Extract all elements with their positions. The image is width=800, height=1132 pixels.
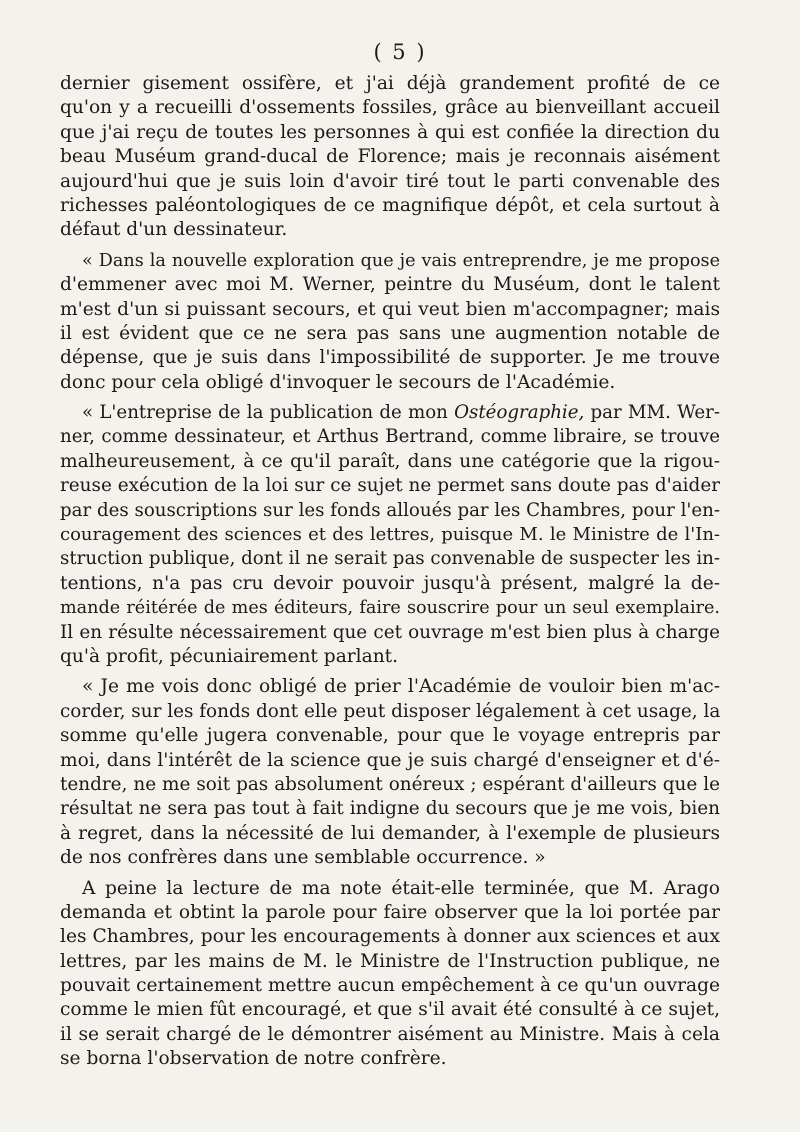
text-segment: par MM. Wer- (584, 402, 720, 424)
text-line: défaut d'un dessinateur. (60, 219, 288, 241)
text-line: richesses paléontologiques de ce magnifique dépôt, et cela surtout à (60, 194, 720, 216)
text-line: tendre, ne me soit pas absolument onéreux ; espérant d'ailleurs que le (60, 773, 720, 795)
text-line: comme le mien fût encouragé, et que s'il avait été consulté à ce sujet, (60, 999, 720, 1021)
text-line (60, 401, 720, 425)
text-line: à regret, dans la nécessité de lui demander, à l'exemple de plusieurs (60, 822, 720, 844)
text-segment: « L'entreprise de la publication de mon (82, 402, 455, 424)
paragraph-4 (60, 675, 720, 870)
text-line: m'est d'un si puissant secours, et qui veut bien m'accompagner; mais (60, 298, 720, 320)
text-line: beau Muséum grand-ducal de Florence; mais je reconnais aisément (60, 146, 720, 168)
text-line: donc pour cela obligé d'invoquer le secours de l'Académie. (60, 371, 616, 393)
text-line: reuse exécution de la loi sur ce sujet ne permet sans doute pas d'aider (60, 475, 720, 497)
paragraph-1 (60, 72, 720, 243)
text-line: ner, comme dessinateur, et Arthus Bertrand, comme libraire, se trouve (60, 426, 720, 448)
text-line: aujourd'hui que je suis loin d'avoir tiré tout le parti convenable des (60, 170, 720, 192)
text-line: pouvait certainement mettre aucun empêchement à ce qu'un ouvrage (60, 975, 720, 997)
text-line: couragement des sciences et des lettres, puisque M. le Ministre de l'In- (60, 524, 720, 546)
text-line: qu'on y a recueilli d'ossements fossiles, grâce au bienveillant accueil (60, 97, 720, 119)
text-line: lettres, par les mains de M. le Ministre de l'Instruction publique, ne (60, 950, 720, 972)
text-line: corder, sur les fonds dont elle peut disposer légalement à cet usage, la (60, 700, 721, 722)
text-line: il se serait chargé de le démontrer aisément au Ministre. Mais à cela (60, 1023, 720, 1045)
text-line: « Je me vois donc obligé de prier l'Académie de vouloir bien m'ac- (82, 676, 720, 698)
text-line: Il en résulte nécessairement que cet ouvrage m'est bien plus à charge (60, 621, 720, 643)
text-line: dernier gisement ossifère, et j'ai déjà grandement profité de ce (60, 73, 720, 94)
text-line: que j'ai reçu de toutes les personnes à qui est confiée la direction du (60, 121, 720, 143)
text-line: moi, dans l'intérêt de la science que je suis chargé d'enseigner et d'é- (60, 749, 720, 771)
body-text (60, 72, 720, 1072)
text-line: struction publique, dont il ne serait pas convenable de suspecter les in- (60, 548, 720, 570)
page-number: ( 5 ) (373, 40, 427, 64)
text-line: somme qu'elle jugera convenable, pour que le voyage entrepris par (60, 725, 720, 747)
paragraph-5 (60, 877, 720, 1072)
text-line: demanda et obtint la parole pour faire observer que la loi portée par (60, 901, 720, 923)
text-line: de nos confrères dans une semblable occurrence. » (60, 847, 546, 869)
text-line: « Dans la nouvelle exploration que je vais entreprendre, je me propose (82, 250, 720, 271)
text-line: dépense, que je suis dans l'impossibilité de supporter. Je me trouve (60, 347, 720, 369)
book-title: Ostéographie, (454, 402, 585, 424)
text-line: mande réitérée de mes éditeurs, faire souscrire pour un seul exemplaire. (60, 598, 720, 619)
text-line: d'emmener avec moi M. Werner, peintre du Muséum, dont le talent (60, 274, 720, 296)
paragraph-3 (60, 401, 720, 669)
text-line: par des souscriptions sur les fonds alloués par les Chambres, pour l'en- (60, 499, 721, 521)
paragraph-2 (60, 249, 720, 395)
text-line: les Chambres, pour les encouragements à donner aux sciences et aux (60, 926, 720, 948)
text-line: malheureusement, à ce qu'il paraît, dans une catégorie que la rigou- (60, 450, 720, 472)
text-line: se borna l'observation de notre confrère. (60, 1048, 447, 1070)
text-line: résultat ne sera pas tout à fait indigne du secours que je me vois, bien (60, 798, 720, 820)
text-line: tentions, n'a pas cru devoir pouvoir jusqu'à présent, malgré la de- (60, 572, 720, 594)
text-line: il est évident que ce ne sera pas sans une augmention notable de (60, 322, 720, 344)
text-line: A peine la lecture de ma note était-elle terminée, que M. Arago (82, 877, 720, 899)
text-line: qu'à profit, pécuniairement parlant. (60, 645, 399, 667)
